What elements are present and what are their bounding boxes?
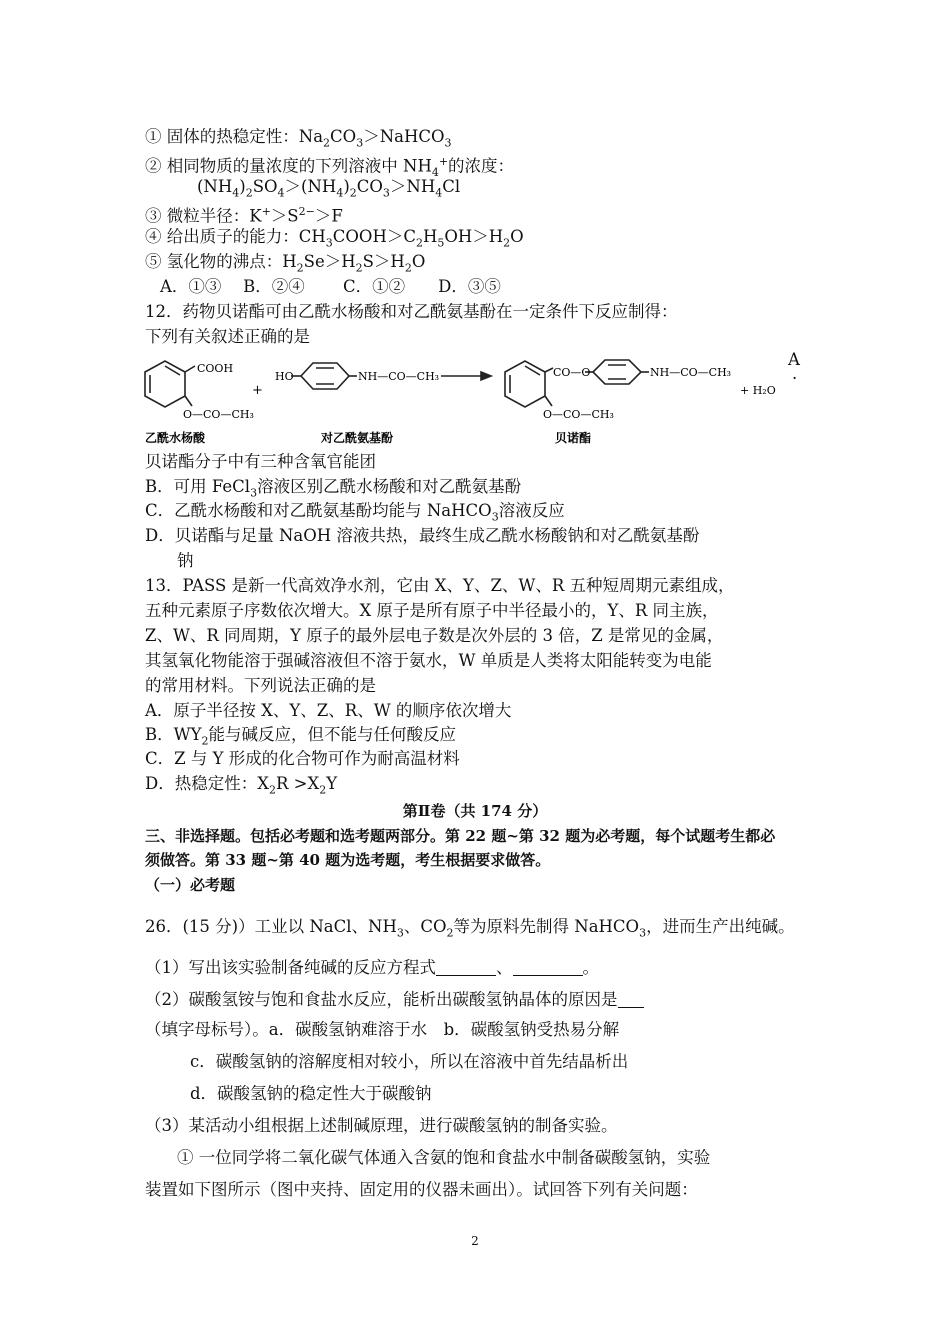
reaction-arrow (441, 372, 491, 380)
q26-part-1: （1）写出该实验制备纯碱的反应方程式 、 。 (145, 958, 599, 977)
acetaminophen-ring (291, 363, 357, 389)
q12-stem-line-2: 下列有关叙述正确的是 (145, 327, 310, 346)
svg-text:+: + (252, 383, 263, 398)
q26-part-2: （2）碳酸氢铵与饱和食盐水反应，能析出碳酸氢钠晶体的原因是 (145, 989, 644, 1011)
q26-part-3: （3）某活动小组根据上述制碱原理，进行碳酸氢钠的制备实验。 (145, 1116, 618, 1135)
svg-text:O—CO—CH₃: O—CO—CH₃ (183, 408, 254, 421)
svg-text:+ H₂O: + H₂O (740, 384, 776, 397)
q13-option-a: A．原子半径按 X、Y、Z、R、W 的顺序依次增大 (145, 701, 512, 720)
q12-option-d: D．贝诺酯与足量 NaOH 溶液共热，最终生成乙酰水杨酸钠和对乙酰氨基酚 (145, 526, 700, 545)
svg-text:NH—CO—CH₃: NH—CO—CH₃ (358, 370, 440, 383)
q13-stem-line-2: 五种元素原子序数依次增大。X 原子是所有原子中半径最小的，Y、R 同主族， (145, 601, 719, 620)
q11-statement-1: ① 固体的热稳定性：$Na_2CO_3>NaHCO_3$ (145, 127, 452, 150)
q26-part-2-option-d: d．碳酸氢钠的稳定性大于碳酸钠 (190, 1084, 432, 1103)
svg-text:COOH: COOH (197, 362, 234, 375)
svg-text:对乙酰氨基酚: 对乙酰氨基酚 (321, 431, 394, 445)
svg-text:乙酰水杨酸: 乙酰水杨酸 (145, 431, 206, 445)
q26-part-3-line-1: ① 一位同学将二氧化碳气体通入含氨的饱和食盐水中制备碳酸氢钠，实验 (177, 1148, 711, 1167)
q13-option-c: C．Z 与 Y 形成的化合物可作为耐高温材料 (145, 749, 460, 768)
q11-statement-3: ③ 微粒半径：$K^+>S^{2-}>F$ (145, 205, 343, 226)
q12-option-a: 贝诺酯分子中有三种含氧官能团 (145, 452, 376, 471)
part2-instructions-2: 须做答。第 33 题~第 40 题为选考题，考生根据要求做答。 (145, 851, 551, 869)
part2-instructions-1: 三、非选择题。包括必考题和选考题两部分。第 22 题~第 32 题为必考题，每个试题考生都必 (145, 827, 776, 845)
q13-stem-line-1: 13．PASS 是新一代高效净水剂，它由 X、Y、Z、W、R 五种短周期元素组成， (145, 576, 735, 595)
q13-stem-line-4: 其氢氧化物能溶于强碱溶液但不溶于氨水，W 单质是人类将太阳能转变为电能 (145, 651, 712, 670)
q11-statement-2: ② 相同物质的量浓度的下列溶液中 $NH_4^+$的浓度： (145, 155, 515, 179)
q11-options: A．①③ B．②④ C．①② D．③⑤ (160, 277, 501, 296)
page-number: 2 (471, 1234, 479, 1248)
q13-option-d: D．热稳定性：$X_2R >X_2Y$ (145, 774, 338, 797)
q26-part-2-options: （填字母标号）。a．碳酸氢钠难溶于水 b．碳酸氢钠受热易分解 (145, 1020, 620, 1039)
acetylsalicylic-acid-structure (145, 361, 195, 407)
q13-stem-line-5: 的常用材料。下列说法正确的是 (145, 676, 376, 695)
svg-text:CO—O: CO—O (553, 366, 591, 379)
q26-intro: 26．(15 分)）工业以 NaCl、$NH_3$、$CO_2$等为原料先制得 NaHCO$_3$，进而生产出纯碱。 (145, 917, 795, 940)
svg-text:HO: HO (275, 370, 294, 383)
svg-text:O—CO—CH₃: O—CO—CH₃ (543, 408, 614, 421)
q12-option-c: C．乙酰水杨酸和对乙酰氨基酚均能与 NaHCO$_3$溶液反应 (145, 501, 565, 524)
q12-option-a-label: A · (788, 350, 800, 388)
part2-title: 第Ⅱ卷（共 174 分） (402, 802, 548, 820)
q11-statement-5: ⑤ 氢化物的沸点：$H_2Se>H_2S>H_2O$ (145, 252, 426, 275)
q12-option-d-cont: 钠 (177, 551, 194, 570)
svg-text:贝诺酯: 贝诺酯 (555, 431, 592, 445)
q11-statement-4: ④ 给出质子的能力：$CH_3COOH>C_2H_5OH>H_2O$ (145, 227, 524, 250)
section-heading: （一）必考题 (145, 876, 236, 894)
reaction-scheme (125, 352, 815, 452)
q11-statement-2-series: $(NH_4)_2SO_4>(NH_4)_2CO_3>NH_4Cl$ (197, 177, 461, 200)
answer-blank-2[interactable] (513, 959, 583, 976)
answer-blank-1[interactable] (436, 959, 496, 976)
q13-stem-line-3: Z、W、R 同周期，Y 原子的最外层电子数是次外层的 3 倍，Z 是常见的金属， (145, 626, 724, 645)
svg-text:NH—CO—CH₃: NH—CO—CH₃ (650, 366, 732, 379)
q13-option-b: B．$WY_2$能与碱反应，但不能与任何酸反应 (145, 725, 456, 748)
q12-option-b: B．可用 FeCl$_3$溶液区别乙酰水杨酸和对乙酰氨基酚 (145, 477, 522, 500)
answer-blank-3[interactable] (618, 991, 644, 1008)
q26-part-2-option-c: c．碳酸氢钠的溶解度相对较小，所以在溶液中首先结晶析出 (190, 1052, 629, 1071)
q26-part-3-line-2: 装置如下图所示（图中夹持、固定用的仪器未画出）。试回答下列有关问题： (145, 1180, 698, 1199)
q12-stem-line-1: 12．药物贝诺酯可由乙酰水杨酸和对乙酰氨基酚在一定条件下反应制得： (145, 302, 678, 321)
